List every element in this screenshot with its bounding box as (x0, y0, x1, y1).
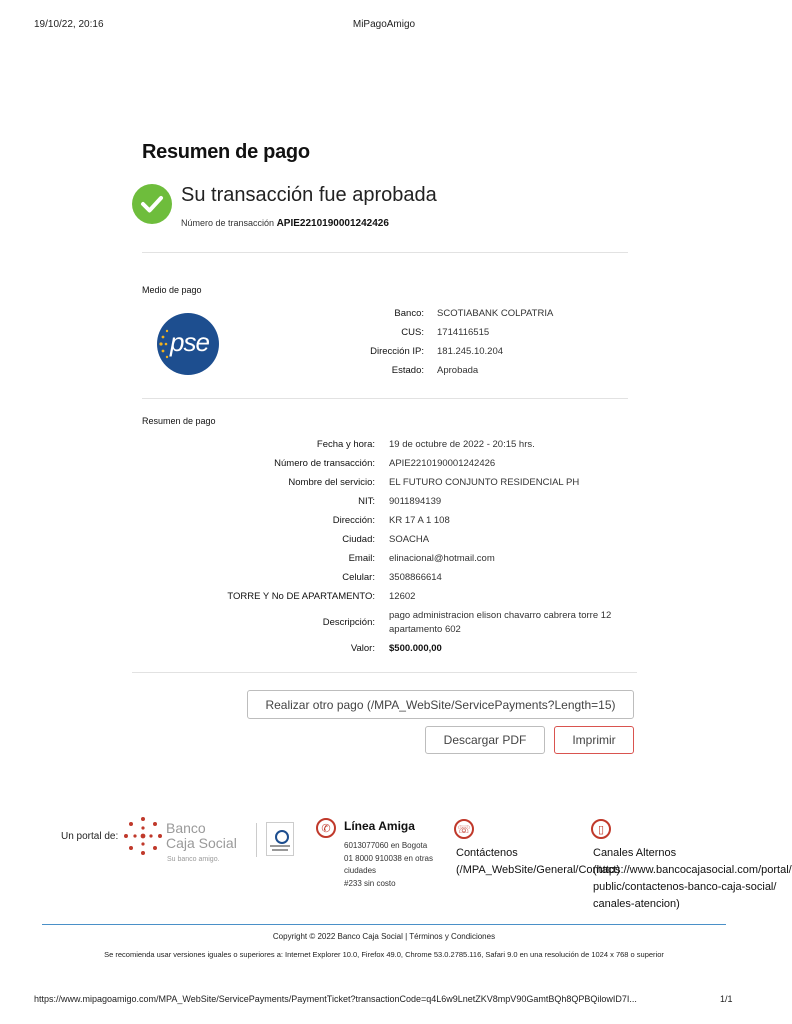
field-value: KR 17 A 1 108 (389, 514, 450, 526)
pse-logo (157, 313, 219, 375)
alt-channels-url[interactable]: (https://www.bancocajasocial.com/portal/ (593, 864, 792, 876)
field-label: TORRE Y No DE APARTAMENTO: (227, 591, 375, 602)
bank-name (166, 821, 237, 851)
transaction-number-value: APIE2210190001242426 (276, 218, 389, 229)
field-row (300, 361, 617, 380)
print-url: https://www.mipagoamigo.com/MPA_WebSite/ServicePayments/PaymentTicket?transactionCode=q4L6w9LnetZKV8mpV90GamtBQh8QPBQilowID7I... (34, 994, 637, 1004)
linea-amiga-line: 01 8000 910038 en otras ciudades (344, 854, 433, 875)
field-label: Nombre del servicio: (288, 477, 375, 488)
another-payment-button[interactable]: Realizar otro pago (/MPA_WebSite/ServicePayments?Length=15) (247, 690, 634, 719)
field-value: SCOTIABANK COLPATRIA (437, 307, 554, 319)
bank-slogan: Su banco amigo. (167, 856, 220, 863)
field-value: 19 de octubre de 2022 - 20:15 hrs. (389, 438, 535, 450)
field-label: NIT: (358, 496, 375, 507)
bank-logo-icon (122, 815, 164, 857)
field-label: Dirección: (332, 515, 375, 526)
field-value: elinacional@hotmail.com (389, 552, 495, 564)
field-row (300, 304, 617, 323)
field-row (200, 454, 619, 473)
bank-name-line-2: Caja Social (166, 835, 237, 851)
field-label: Número de transacción: (274, 458, 375, 469)
footer-divider (42, 924, 726, 925)
bank-name-line-1: Banco (166, 820, 206, 836)
field-value: APIE2210190001242426 (389, 457, 496, 469)
contact-phone-icon: ☏ (454, 819, 474, 839)
print-datetime: 19/10/22, 20:16 (34, 19, 104, 30)
field-row (300, 323, 617, 342)
page-title: Resumen de pago (142, 141, 310, 163)
field-label: Fecha y hora: (316, 439, 375, 450)
field-label: Banco: (394, 308, 424, 319)
field-value: 9011894139 (389, 495, 442, 507)
contact-label[interactable]: Contáctenos (456, 847, 518, 859)
copyright: Copyright © 2022 Banco Caja Social | Términos y Condiciones (272, 932, 496, 941)
field-value: 181.245.10.204 (437, 345, 504, 357)
phone-icon: ✆ (316, 818, 336, 838)
field-row (200, 639, 619, 658)
field-value: pago administracion elison chavarro cabrera torre 12 apartamento 602 (389, 609, 612, 635)
field-row (200, 568, 619, 587)
payment-method-label: Medio de pago (142, 285, 202, 295)
divider (142, 398, 628, 399)
print-page-title: MiPagoAmigo (352, 19, 416, 30)
alt-channels-url[interactable]: public/contactenos-banco-caja-social/ (593, 881, 777, 893)
field-value: $500.000,00 (389, 642, 442, 654)
field-label: Dirección IP: (370, 346, 424, 357)
print-page-count: 1/1 (720, 994, 733, 1004)
portal-label: Un portal de: (61, 831, 119, 842)
field-row (200, 549, 619, 568)
field-row (200, 473, 619, 492)
field-label: Email: (348, 553, 375, 564)
divider (256, 823, 257, 857)
linea-amiga-lines (344, 839, 444, 891)
linea-amiga-title: Línea Amiga (344, 819, 415, 833)
summary-label: Resumen de pago (142, 416, 216, 426)
field-value: 12602 (389, 590, 416, 602)
field-value: EL FUTURO CONJUNTO RESIDENCIAL PH (389, 476, 580, 488)
divider (132, 672, 637, 673)
transaction-number (181, 218, 389, 229)
alt-channels-label[interactable]: Canales Alternos (593, 847, 677, 859)
linea-amiga-line: #233 sin costo (344, 879, 396, 888)
pse-logo-text: pse (170, 327, 209, 357)
field-label: Valor: (350, 643, 375, 654)
field-row (200, 435, 619, 454)
contact-url[interactable]: (/MPA_WebSite/General/Contact) (456, 864, 621, 876)
transaction-status: Su transacción fue aprobada (181, 184, 437, 206)
download-pdf-button[interactable]: Descargar PDF (425, 726, 545, 754)
divider (142, 252, 628, 253)
field-value: 1714116515 (437, 326, 490, 338)
field-label: Descripción: (322, 617, 375, 628)
field-row (200, 492, 619, 511)
field-label: Estado: (391, 365, 424, 376)
field-label: Ciudad: (342, 534, 375, 545)
field-row (200, 530, 619, 549)
print-button[interactable]: Imprimir (554, 726, 634, 754)
browser-recommendation: Se recomienda usar versiones iguales o superiores a: Internet Explorer 10.0, Firefox 49.0, Chrome 53.0.2785.116, Safari 9.0 en una resolución de 1024 x 768 o superior (104, 950, 664, 959)
foundation-logo-icon (266, 822, 294, 856)
field-value: 3508866614 (389, 571, 442, 583)
field-label: CUS: (401, 327, 424, 338)
field-row (200, 606, 619, 639)
checkmark-icon (132, 184, 172, 224)
field-row (300, 342, 617, 361)
field-label: Celular: (342, 572, 375, 583)
mobile-icon: ▯ (591, 819, 611, 839)
field-value: SOACHA (389, 533, 430, 545)
alt-channels-url[interactable]: canales-atencion) (593, 898, 680, 910)
linea-amiga-line: 6013077060 en Bogota (344, 841, 428, 850)
transaction-number-label: Número de transacción (181, 218, 275, 228)
field-row (200, 587, 619, 606)
field-row (200, 511, 619, 530)
field-value: Aprobada (437, 364, 479, 376)
alt-channels-link[interactable] (593, 845, 792, 913)
